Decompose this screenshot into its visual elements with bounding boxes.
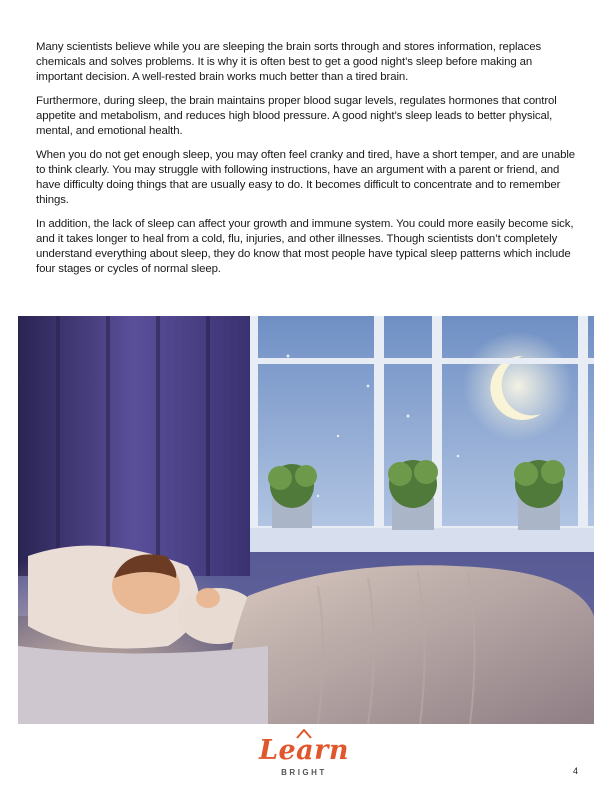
paragraph-2: Furthermore, during sleep, the brain maintains proper blood sugar levels, regulates hormones that control appetite and metabolism, and reduces high blood pressure. A good night’s sleep leads to better physical, mental, and emotional health. [36, 95, 557, 137]
sleeping-child-photo [18, 316, 594, 724]
logo-wordmark: Learn [258, 735, 349, 766]
page-number: 4 [572, 766, 578, 776]
body-text [36, 40, 578, 286]
paragraph-4: In addition, the lack of sleep can affect your growth and immune system. You could more easily become sick, and it takes longer to heal from a cold, flu, injuries, and other illnesses. Though scientists don’t completely understand everything about sleep, they do know that most people have typical sleep patterns which include four stages or cycles of normal sleep. [36, 218, 574, 275]
paragraph-3: When you do not get enough sleep, you may often feel cranky and tired, have a short temper, and are unable to think clearly. You may struggle with following instructions, have an argument with a parent or friend, and have difficulty doing things that are usually easy to do. It becomes difficult to concentrate and to remember things. [36, 149, 576, 206]
logo-subtitle: BRIGHT [281, 768, 327, 777]
learn-bright-logo [250, 735, 358, 781]
paragraph-1: Many scientists believe while you are sleeping the brain sorts through and stores information, replaces chemicals and solves problems. It is why it is often best to get a good night’s sleep before making an important decision. A well-rested brain works much better than a tired brain. [36, 41, 542, 83]
